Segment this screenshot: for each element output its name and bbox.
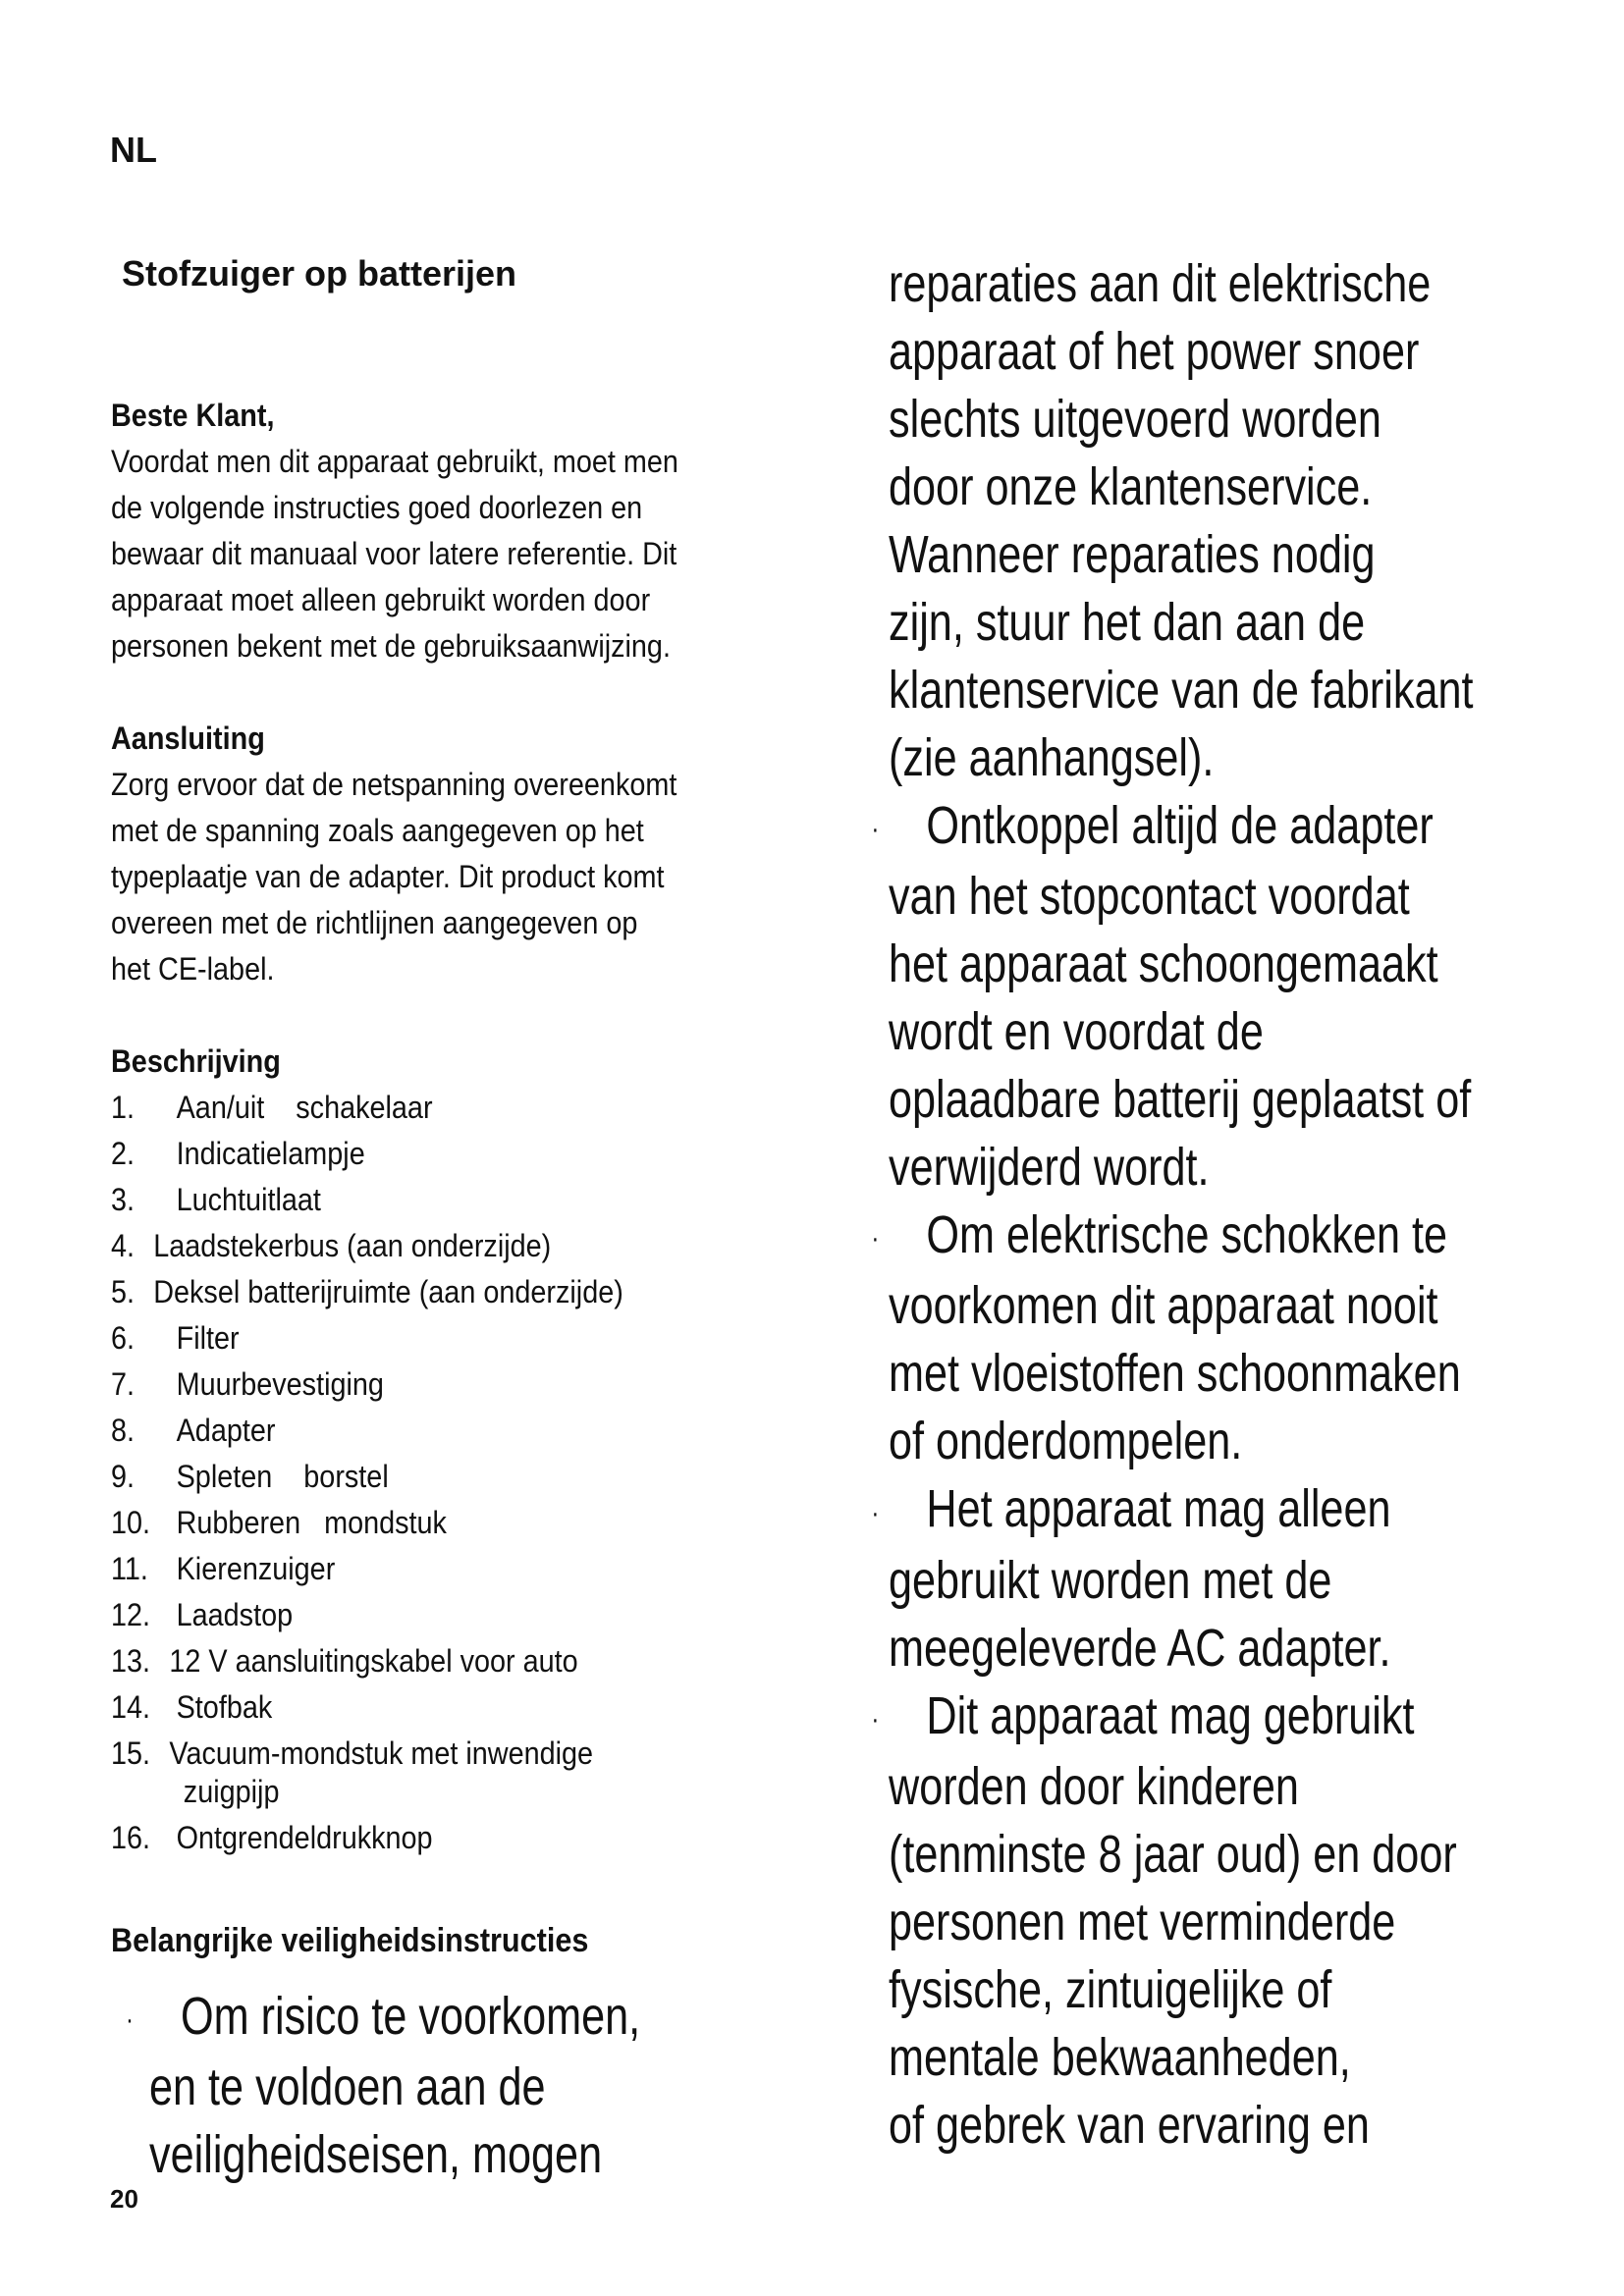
intro-line: apparaat moet alleen gebruikt worden door xyxy=(111,582,651,617)
item-number: 9. xyxy=(111,1459,135,1494)
item-text: Stofbak xyxy=(176,1689,273,1725)
item-number: 5. xyxy=(111,1274,135,1309)
safety-line: worden door kinderen xyxy=(889,1756,1299,1816)
safety-line: voorkomen dit apparaat nooit xyxy=(889,1276,1438,1336)
item-text: Ontgrendeldrukknop xyxy=(176,1820,433,1855)
page-title: Stofzuiger op batterijen xyxy=(122,253,517,294)
list-item xyxy=(111,1500,747,1546)
list-item xyxy=(111,1815,747,1861)
item-number: 12. xyxy=(111,1597,151,1632)
safety-line: apparaat of het power snoer xyxy=(889,322,1420,381)
item-text: Spleten borstel xyxy=(176,1459,389,1494)
item-number: 4. xyxy=(111,1228,135,1263)
bullet-icon: · xyxy=(871,1702,880,1735)
intro-line: de volgende instructies goed doorlezen en xyxy=(111,490,643,525)
safety-line: of gebrek van ervaring en xyxy=(889,2095,1370,2155)
safety-heading: Belangrijke veiligheidsinstructies xyxy=(111,1922,589,1959)
list-item xyxy=(111,1731,747,1815)
safety-line: (tenminste 8 jaar oud) en door xyxy=(889,1824,1457,1884)
safety-line: Wanneer reparaties nodig xyxy=(889,525,1376,584)
item-number: 1. xyxy=(111,1090,135,1125)
item-text: Laadstekerbus (aan onderzijde) xyxy=(153,1228,552,1263)
safety-line: Dit apparaat mag gebruikt xyxy=(926,1685,1415,1745)
list-item xyxy=(111,1131,747,1177)
safety-line: zijn, stuur het dan aan de xyxy=(889,593,1366,652)
safety-line: verwijderd wordt. xyxy=(889,1138,1210,1198)
item-number: 10. xyxy=(111,1505,151,1540)
connection-line: typeplaatje van de adapter. Dit product komt xyxy=(111,859,665,894)
intro-section xyxy=(111,393,747,669)
safety-line: (zie aanhangsel). xyxy=(889,728,1215,787)
language-code: NL xyxy=(110,130,157,170)
list-item xyxy=(111,1315,747,1362)
item-number: 7. xyxy=(111,1366,135,1402)
safety-line: gebruikt worden met de xyxy=(889,1550,1332,1610)
item-number: 8. xyxy=(111,1413,135,1448)
connection-line: overeen met de richtlijnen aangegeven op xyxy=(111,905,638,940)
safety-line: van het stopcontact voordat xyxy=(889,867,1410,927)
item-text: Laadstop xyxy=(176,1597,294,1632)
safety-line: met vloeistoffen schoonmaken xyxy=(889,1344,1461,1404)
safety-line: Het apparaat mag alleen xyxy=(926,1479,1391,1539)
list-item xyxy=(111,1592,747,1638)
description-heading: Beschrijving xyxy=(111,1043,281,1079)
item-text: Filter xyxy=(176,1320,240,1356)
list-item xyxy=(111,1546,747,1592)
connection-line: met de spanning zoals aangegeven op het xyxy=(111,813,644,848)
list-item xyxy=(111,1408,747,1454)
safety-line: oplaadbare batterij geplaatst of xyxy=(889,1070,1472,1130)
list-item xyxy=(111,1454,747,1500)
safety-line: Om elektrische schokken te xyxy=(926,1205,1448,1265)
list-item xyxy=(111,1269,747,1315)
bullet-icon: · xyxy=(871,1496,880,1529)
item-text: Luchtuitlaat xyxy=(176,1182,321,1217)
item-number: 6. xyxy=(111,1320,135,1356)
safety-line: veiligheidseisen, mogen xyxy=(149,2125,603,2185)
connection-section xyxy=(111,716,747,992)
item-text: Vacuum-mondstuk met inwendige xyxy=(169,1735,594,1771)
connection-line: Zorg ervoor dat de netspanning overeenkomt xyxy=(111,767,677,802)
list-item xyxy=(111,1177,747,1223)
safety-line: Om risico te voorkomen, xyxy=(181,1987,641,2046)
item-text: Indicatielampje xyxy=(176,1136,365,1171)
intro-heading: Beste Klant, xyxy=(111,398,275,433)
item-text: Muurbevestiging xyxy=(176,1366,384,1402)
intro-line: personen bekent met de gebruiksaanwijzing. xyxy=(111,628,671,664)
safety-line: het apparaat schoongemaakt xyxy=(889,934,1438,994)
safety-line: door onze klantenservice. xyxy=(889,457,1373,516)
intro-line: Voordat men dit apparaat gebruikt, moet men xyxy=(111,444,678,479)
intro-line: bewaar dit manuaal voor latere referentie. Dit xyxy=(111,536,677,571)
list-item xyxy=(111,1638,747,1684)
item-number: 16. xyxy=(111,1820,151,1855)
item-text: Deksel batterijruimte (aan onderzijde) xyxy=(153,1274,623,1309)
item-text: 12 V aansluitingskabel voor auto xyxy=(169,1643,578,1679)
safety-right-column xyxy=(871,250,1474,2160)
safety-line: klantenservice van de fabrikant xyxy=(889,661,1474,720)
connection-line: het CE-label. xyxy=(111,951,275,987)
list-item xyxy=(111,1362,747,1408)
bullet-icon: · xyxy=(871,1222,880,1255)
item-number: 15. xyxy=(111,1735,151,1771)
safety-line: slechts uitgevoerd worden xyxy=(889,390,1381,449)
list-item xyxy=(111,1684,747,1731)
connection-heading: Aansluiting xyxy=(111,721,265,756)
item-number: 13. xyxy=(111,1643,151,1679)
item-number: 14. xyxy=(111,1689,151,1725)
safety-line: fysische, zintuigelijke of xyxy=(889,1959,1332,2019)
description-section xyxy=(111,1039,747,1861)
safety-bullet-left xyxy=(126,1983,640,2189)
safety-line: wordt en voordat de xyxy=(889,1002,1264,1062)
item-number: 3. xyxy=(111,1182,135,1217)
item-number: 2. xyxy=(111,1136,135,1171)
item-text-continued: zuigpijp xyxy=(183,1774,280,1809)
list-item xyxy=(111,1223,747,1269)
safety-line: meegeleverde AC adapter. xyxy=(889,1618,1391,1678)
safety-line: of onderdompelen. xyxy=(889,1412,1243,1471)
safety-line: Ontkoppel altijd de adapter xyxy=(926,796,1434,855)
item-text: Aan/uit schakelaar xyxy=(176,1090,433,1125)
safety-line: mentale bekwaanheden, xyxy=(889,2027,1351,2087)
item-number: 11. xyxy=(111,1551,148,1586)
list-item xyxy=(111,1085,747,1131)
parts-list xyxy=(111,1085,747,1861)
item-text: Adapter xyxy=(176,1413,276,1448)
safety-line: en te voldoen aan de xyxy=(149,2057,546,2117)
bullet-icon: · xyxy=(126,2003,134,2037)
page-number: 20 xyxy=(110,2184,138,2214)
safety-line: personen met verminderde xyxy=(889,1892,1396,1951)
bullet-icon: · xyxy=(871,813,880,846)
item-text: Rubberen mondstuk xyxy=(176,1505,447,1540)
safety-line: reparaties aan dit elektrische xyxy=(889,254,1432,313)
item-text: Kierenzuiger xyxy=(176,1551,336,1586)
